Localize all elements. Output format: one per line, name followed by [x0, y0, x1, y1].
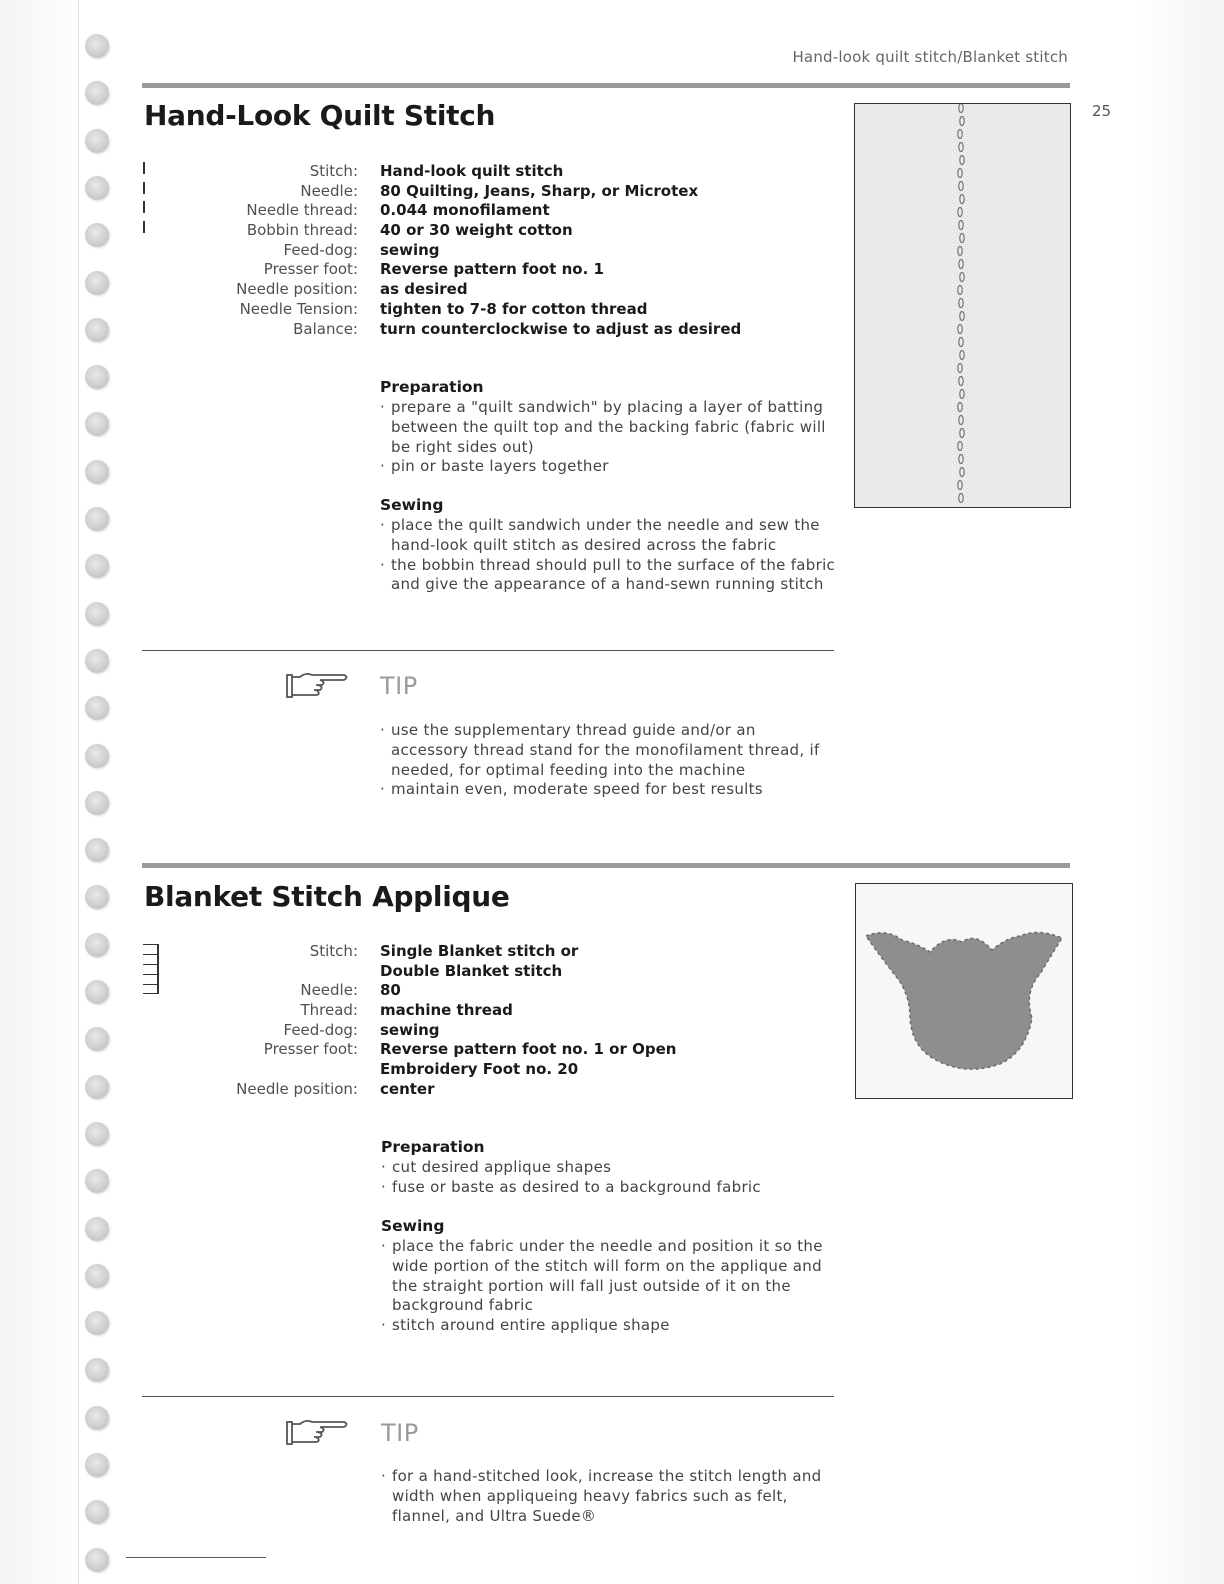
blanket-stitch-photo	[855, 883, 1073, 1099]
running-header: Hand-look quilt stitch/Blanket stitch	[792, 48, 1068, 66]
spec-row	[142, 221, 741, 241]
spec-value: as desired	[380, 280, 468, 299]
spec-label: Needle:	[300, 981, 358, 1000]
binding-hole	[85, 412, 109, 436]
quilt-stitch-illustration	[855, 104, 1070, 507]
spec-row	[142, 1021, 676, 1041]
spec-label: Needle Tension:	[239, 299, 358, 318]
spec-row	[142, 241, 741, 261]
quilt-preparation-heading: Preparation	[380, 378, 484, 396]
binding-hole	[85, 554, 109, 578]
spec-label: Feed-dog:	[283, 240, 358, 259]
binding-hole	[85, 1027, 109, 1051]
spec-label: Feed-dog:	[283, 1020, 358, 1039]
spec-row	[142, 300, 741, 320]
binding-hole	[85, 885, 109, 909]
blanket-preparation-heading: Preparation	[381, 1138, 485, 1156]
quilt-stitch-photo	[854, 103, 1071, 508]
footer-link-underline	[126, 1557, 266, 1558]
binding-hole	[85, 318, 109, 342]
binding-hole	[85, 649, 109, 673]
binding-hole	[85, 81, 109, 105]
blanket-tip-list	[381, 1467, 843, 1526]
spec-value: sewing	[380, 1020, 440, 1039]
spec-row	[142, 280, 741, 300]
spec-row	[142, 1040, 676, 1079]
binding-hole	[85, 933, 109, 957]
binding-hole	[85, 1500, 109, 1524]
binding-hole	[85, 1075, 109, 1099]
tip-label-blanket: TIP	[381, 1419, 419, 1447]
spec-row	[142, 942, 676, 981]
quilt-tip-list	[380, 721, 838, 800]
binding-hole	[85, 1311, 109, 1335]
pointing-hand-icon	[286, 1417, 350, 1449]
binding-hole	[85, 1453, 109, 1477]
list-item: · cut desired applique shapes	[381, 1158, 843, 1178]
spec-value: Reverse pattern foot no. 1	[380, 260, 604, 279]
binding-hole	[85, 223, 109, 247]
spec-value: 0.044 monofilament	[380, 201, 550, 220]
tip-divider-blanket	[142, 1396, 834, 1397]
quilt-sewing-list	[380, 516, 838, 595]
page-edge-line	[78, 0, 79, 1584]
binding-hole	[85, 791, 109, 815]
quilt-spec-list	[142, 162, 741, 339]
quilt-sewing-heading: Sewing	[380, 496, 444, 514]
blanket-preparation-list	[381, 1158, 843, 1198]
binding-hole	[85, 1169, 109, 1193]
blanket-sewing-heading: Sewing	[381, 1217, 445, 1235]
binding-hole	[85, 1406, 109, 1430]
spec-value: turn counterclockwise to adjust as desired	[380, 319, 742, 338]
binding-hole	[85, 129, 109, 153]
spec-value: 80 Quilting, Jeans, Sharp, or Microtex	[380, 181, 699, 200]
binding-hole	[85, 365, 109, 389]
binding-hole	[85, 744, 109, 768]
spec-row	[142, 201, 741, 221]
spec-row	[142, 981, 676, 1001]
binding-hole	[85, 1358, 109, 1382]
spec-value: tighten to 7-8 for cotton thread	[380, 299, 648, 318]
spec-row	[142, 182, 741, 202]
list-item: · place the fabric under the needle and position it so the wide portion of the stitch will form on the applique and the straight portion will fall just outside of it on the background fabric	[381, 1237, 843, 1316]
binding-hole	[85, 507, 109, 531]
spec-label: Stitch:	[309, 162, 358, 180]
spec-row	[142, 162, 741, 182]
list-item: · prepare a "quilt sandwich" by placing a layer of batting between the quilt top and the backing fabric (fabric will be right sides out)	[380, 398, 838, 457]
spec-label: Needle position:	[236, 280, 358, 299]
list-item: · for a hand-stitched look, increase the stitch length and width when appliqueing heavy fabrics such as felt, flannel, and Ultra Suede®	[381, 1467, 843, 1526]
spec-label: Balance:	[293, 319, 358, 338]
tulip-applique-illustration	[856, 884, 1072, 1098]
list-item: · place the quilt sandwich under the needle and sew the hand-look quilt stitch as desired across the fabric	[380, 516, 838, 556]
spec-label: Needle position:	[236, 1079, 358, 1098]
spec-label: Presser foot:	[263, 1040, 358, 1059]
binding-hole	[85, 1122, 109, 1146]
list-item: · use the supplementary thread guide and/or an accessory thread stand for the monofilament thread, if needed, for optimal feeding into the machine	[380, 721, 838, 780]
pointing-hand-icon	[286, 670, 350, 702]
spec-label: Thread:	[300, 1001, 358, 1020]
binding-hole	[85, 980, 109, 1004]
spec-value: machine thread	[380, 1001, 513, 1020]
spec-label: Stitch:	[309, 942, 358, 960]
spec-row	[142, 1001, 676, 1021]
quilt-preparation-list	[380, 398, 838, 477]
spec-value: Reverse pattern foot no. 1 or Open Embroidery Foot no. 20	[380, 1040, 677, 1079]
list-item: · fuse or baste as desired to a background fabric	[381, 1178, 843, 1198]
section-rule-quilt	[142, 83, 1070, 88]
section-rule-blanket	[142, 863, 1070, 868]
spec-value: 80	[380, 981, 401, 1000]
spec-label: Presser foot:	[263, 260, 358, 279]
page-number: 25	[1092, 102, 1112, 120]
binding-hole	[85, 696, 109, 720]
page-right-shading	[1134, 0, 1224, 1584]
spec-label: Needle thread:	[246, 201, 358, 220]
spec-row	[142, 320, 741, 340]
spec-label: Bobbin thread:	[246, 221, 358, 240]
spec-row	[142, 1080, 676, 1100]
spec-value: Hand-look quilt stitch	[380, 162, 564, 180]
binding-hole	[85, 176, 109, 200]
blanket-sewing-list	[381, 1237, 843, 1336]
binding-hole	[85, 271, 109, 295]
quilt-section-title: Hand-Look Quilt Stitch	[144, 99, 496, 132]
list-item: · the bobbin thread should pull to the surface of the fabric and give the appearance of a hand-sewn running stitch	[380, 556, 838, 596]
list-item: · maintain even, moderate speed for best results	[380, 780, 838, 800]
spec-value: center	[380, 1079, 435, 1098]
binding-hole	[85, 838, 109, 862]
binding-hole	[85, 460, 109, 484]
binding-hole	[85, 1548, 109, 1572]
binding-hole	[85, 1217, 109, 1241]
tip-label-quilt: TIP	[380, 672, 418, 700]
page-edge-shading	[0, 0, 82, 1584]
spec-label: Needle:	[300, 181, 358, 200]
blanket-section-title: Blanket Stitch Applique	[144, 880, 510, 913]
spec-value: sewing	[380, 240, 440, 259]
list-item: · pin or baste layers together	[380, 457, 838, 477]
tip-divider-quilt	[142, 650, 834, 651]
spec-row	[142, 260, 741, 280]
spec-value: 40 or 30 weight cotton	[380, 221, 573, 240]
binding-hole	[85, 602, 109, 626]
blanket-spec-list	[142, 942, 676, 1100]
list-item: · stitch around entire applique shape	[381, 1316, 843, 1336]
binding-hole	[85, 34, 109, 58]
binding-hole	[85, 1264, 109, 1288]
spec-value: Single Blanket stitch or Double Blanket stitch	[380, 942, 579, 980]
